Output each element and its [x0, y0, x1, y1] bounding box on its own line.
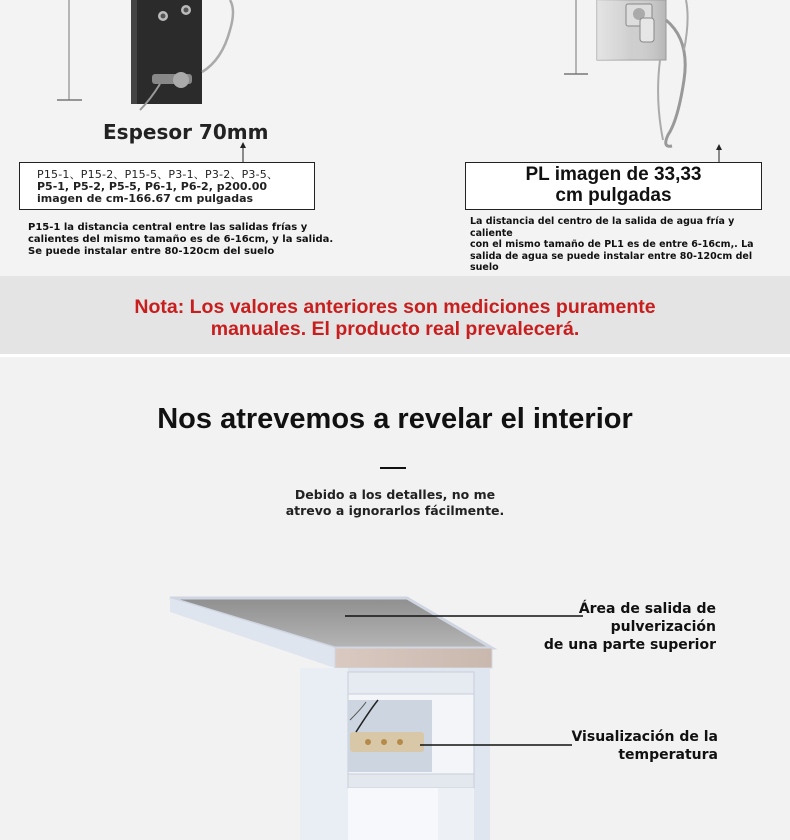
spray-callout-line1: Área de salida de pulverización: [578, 601, 716, 635]
left-models-line2: P5-1, P5-2, P5-5, P6-1, P6-2, p200.00: [37, 180, 268, 193]
temp-callout-line1: Visualización de la: [571, 729, 718, 745]
silver-shower-panel-image: [597, 0, 688, 146]
measurement-note: [0, 296, 790, 340]
thickness-label: Espesor 70mm: [103, 120, 269, 144]
left-models-line1: P15-1、P15-2、P15-5、P3-1、P3-2、P3-5、: [37, 168, 279, 181]
left-desc-line2: calientes del mismo tamaño es de 6-16cm, y la salida.: [28, 234, 334, 245]
subtitle-line2: atrevo a ignorarlos fácilmente.: [285, 503, 505, 518]
interior-title: Nos atrevemos a revelar el interior: [157, 403, 633, 435]
right-desc-line1: La distancia del centro de la salida de agua fría y caliente: [470, 216, 735, 239]
note-line1: Nota: Los valores anteriores son mediciones puramente: [134, 296, 656, 318]
subtitle-line1: Debido a los detalles, no me: [294, 487, 496, 502]
left-desc-line1: P15-1 la distancia central entre las salidas frías y: [28, 222, 308, 233]
right-box-line1: PL imagen de 33,33: [525, 164, 702, 185]
note-line2: manuales. El producto real prevalecerá.: [210, 318, 580, 340]
right-box-line2: cm pulgadas: [555, 185, 672, 206]
right-install-description: [470, 216, 770, 274]
interior-subtitle: [0, 487, 790, 519]
black-shower-panel-image: [131, 0, 233, 110]
title-divider: [380, 467, 406, 469]
right-desc-line2: con el mismo tamaño de PL1 es de entre 6-16cm,. La: [470, 239, 754, 250]
right-desc-line3: salida de agua se puede instalar entre 80-120cm del suelo: [470, 250, 753, 273]
spray-callout-line2: de una parte superior: [543, 637, 716, 653]
left-install-description: [28, 222, 348, 258]
left-desc-line3: Se puede instalar entre 80-120cm del suelo: [28, 246, 275, 257]
temp-callout-line2: temperatura: [618, 747, 718, 763]
left-models-line3: imagen de cm-166.67 cm pulgadas: [37, 192, 254, 205]
right-model-box: [465, 162, 762, 210]
spray-outlet-callout: [470, 600, 716, 654]
left-model-box: [19, 162, 315, 210]
temperature-display-callout: [520, 728, 718, 764]
